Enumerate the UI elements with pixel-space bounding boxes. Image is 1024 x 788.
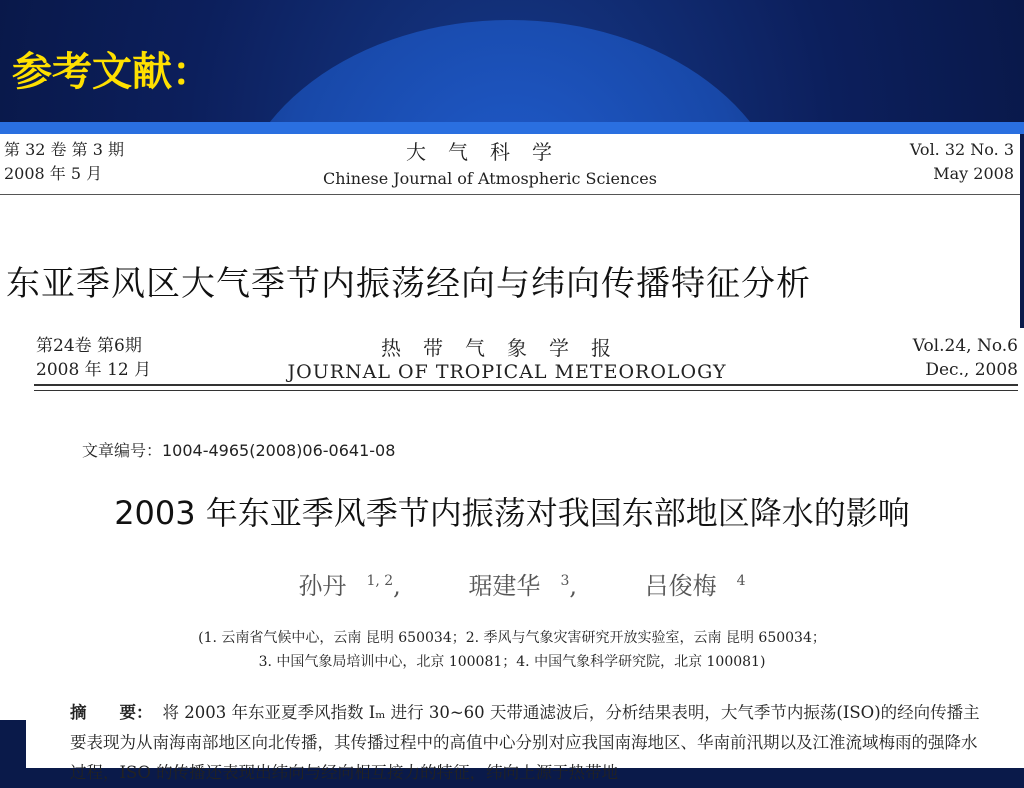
affiliations (0, 626, 1024, 674)
paper1-issue-line2: 2008 年 5 月 (4, 164, 103, 183)
author: 琚建华 $^3$, (468, 572, 577, 600)
header-band (0, 122, 1024, 134)
author-affil-mark: 3 (560, 573, 570, 589)
paper1-rule (0, 194, 1020, 195)
slide-title: 参考文献： (12, 48, 212, 95)
affiliation-line2: 3. 中国气象局培训中心，北京 100081；4. 中国气象科学研究院，北京 100081) (258, 654, 766, 670)
author-name: 琚建华 (468, 572, 541, 600)
paper1-journal (0, 136, 1020, 188)
author-affil-mark: 4 (736, 573, 746, 589)
corner-decoration (0, 720, 26, 768)
paper2-vol-line2: Dec., 2008 (925, 360, 1018, 380)
paper1-journal-cn: 大气科学 (406, 140, 574, 164)
abstract-label: 摘 要： (70, 703, 153, 722)
paper1-volume (910, 138, 1014, 186)
paper1-vol-line2: May 2008 (933, 164, 1014, 183)
author-list (0, 566, 1024, 601)
author: 孙丹 $^{1, 2}$, (298, 572, 401, 600)
paper2-vol-line1: Vol.24, No.6 (912, 336, 1018, 356)
right-edge-bar (1020, 134, 1024, 328)
author (625, 572, 746, 600)
affiliation-line1: (1. 云南省气候中心，云南 昆明 650034；2. 季风与气象灾害研究开放实验室，云南 昆明 650034； (198, 630, 826, 646)
paper1-vol-line1: Vol. 32 No. 3 (909, 140, 1014, 159)
paper2-title: 2003 年东亚季风季节内振荡对我国东部地区降水的影响 (114, 494, 910, 532)
author-affil-mark: 1, 2 (366, 573, 394, 589)
paper1-journal-en: Chinese Journal of Atmospheric Sciences (323, 169, 657, 188)
paper1-issue-line1: 第 32 卷 第 3 期 (4, 140, 124, 159)
abstract (70, 698, 990, 788)
paper2-journal-en: JOURNAL OF TROPICAL METEOROLOGY (287, 361, 727, 383)
paper2-issue-line2: 2008 年 12 月 (36, 360, 152, 380)
author-name: 孙丹 (298, 572, 347, 600)
paper2-rule-thin (34, 390, 1018, 391)
paper2-volume (913, 334, 1018, 382)
paper2-journal-cn: 热带气象学报 (381, 336, 633, 360)
author-name: 吕俊梅 (644, 572, 717, 600)
paper1-title: 东亚季风区大气季节内振荡经向与纬向传播特征分析 (6, 264, 811, 304)
abstract-text: 将 2003 年东亚夏季风指数 Iₘ 进行 30~60 天带通滤波后，分析结果表明，大气季节内振荡(ISO)的经向传播主要表现为从南海南部地区向北传播，其传播过程中的高值中心分别对应我国南海地区、华南前汛期以及江淮流域梅雨的强降水过程，ISO 的传播还表现出纬向与经向相互接力的特征，纬向上源于热带地 (70, 703, 980, 782)
paper2-issue-line1: 第24卷 第6期 (36, 336, 142, 356)
article-number: 文章编号：1004-4965(2008)06-0641-08 (82, 441, 396, 460)
paper2-journal (0, 332, 1024, 383)
paper2-page-image (0, 328, 1024, 782)
paper1-header-image (0, 134, 1020, 328)
paper2-rule-thick (34, 384, 1018, 386)
